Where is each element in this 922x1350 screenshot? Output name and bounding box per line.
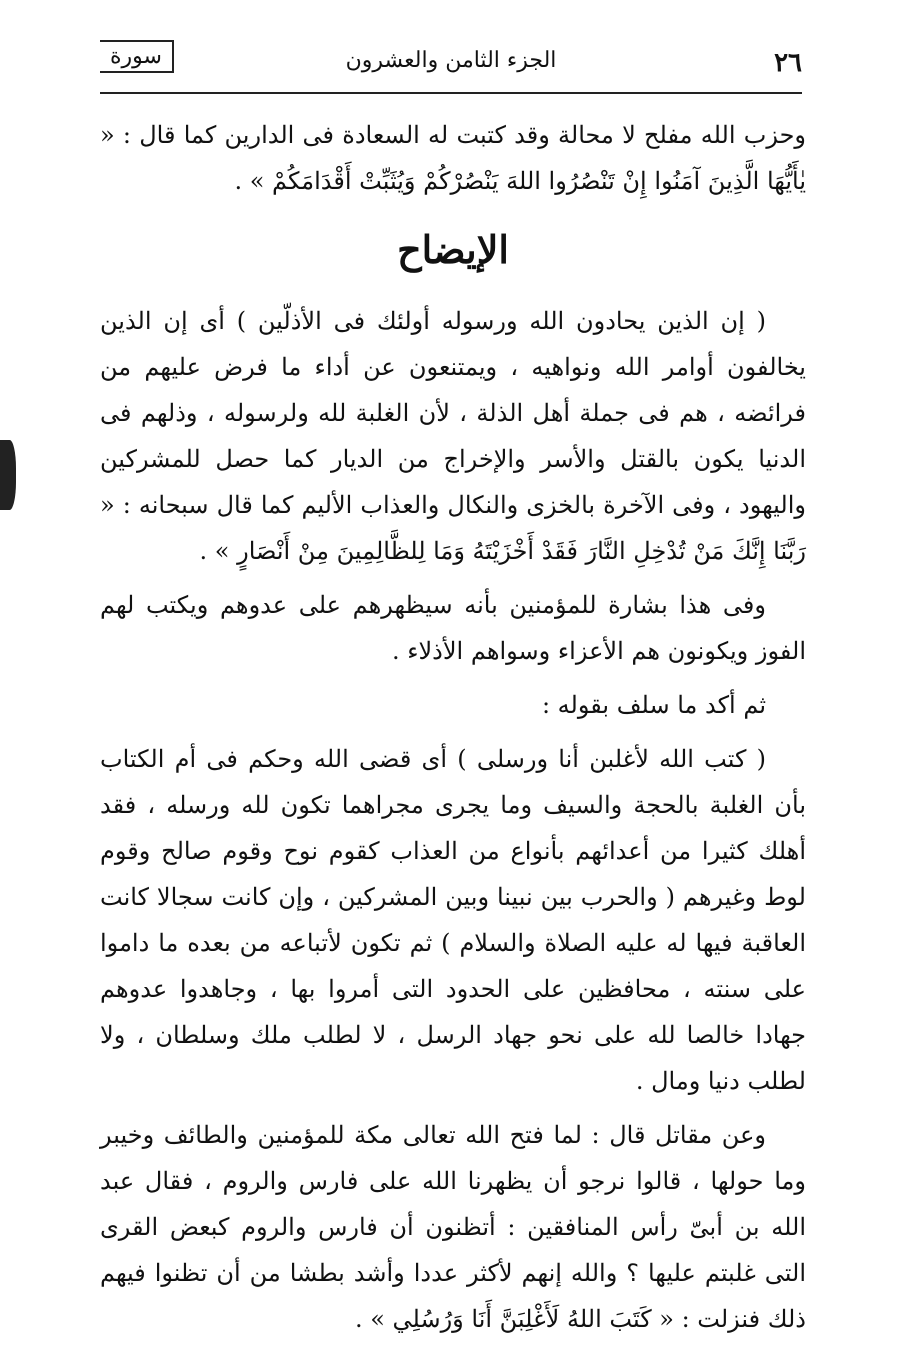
body-paragraph-1: ( إن الذين يحادون الله ورسوله أولئك فى الأذلّين ) أى إن الذين يخالفون أوامر الله ونواهيه ، ويمتنعون عن أداء ما فرض عليهم من فرائضه ، هم فى جملة أهل الذلة ، لأن الغلبة لله ولرسوله ، وذلهم فى الدنيا يكون بالقتل والأسر والإخراج من الديار كما حصل للمشركين واليهود ، وفى الآخرة بالخزى والنكال والعذاب الأليم كما قال سبحانه : « رَبَّنَا إِنَّكَ مَنْ تُدْخِلِ النَّارَ فَقَدْ أَخْزَيْتَهُ وَمَا لِلظَّالِمِينَ مِنْ أَنْصَارٍ » . [100,307,807,565]
intro-paragraph: وحزب الله مفلح لا محالة وقد كتبت له السعادة فى الدارين كما قال : « يٰأَيُّهَا الَّذِينَ آمَنُوا إِنْ تَنْصُرُوا اللهَ يَنْصُرْكُمْ وَيُثَبِّتْ أَقْدَامَكُمْ » . [100,121,806,195]
running-title: الجزء الثامن والعشرون [345,48,557,73]
body-paragraph-5: وعن مقاتل قال : لما فتح الله تعالى مكة للمؤمنين والطائف وخيبر وما حولها ، قالوا نرجو أن يظهرنا الله على فارس والروم ، فقال عبد الله بن أبىّ رأس المنافقين : أتظنون أن فارس والروم كبعض القرى التى غلبتم عليها ؟ والله إنهم لأكثر عددا وأشد بطشا من أن تظنوا فيهم ذلك فنزلت : « كَتَبَ اللهُ لَأَغْلِبَنَّ أَنَا وَرُسُلِي » . [100,1121,806,1333]
page-header [100,38,802,94]
surah-label: سورة [100,40,174,73]
body-paragraph-2: وفى هذا بشارة للمؤمنين بأنه سيظهرهم على عدوهم ويكتب لهم الفوز ويكونون هم الأعزاء وسواهم الأذلاء . [100,591,806,665]
scan-mark-left [0,440,16,510]
body-paragraph-4: ( كتب الله لأغلبن أنا ورسلى ) أى قضى الله وحكم فى أم الكتاب بأن الغلبة بالحجة والسيف وما يجرى مجراهما تكون لله ورسله ، فقد أهلك كثيرا من أعدائهم بأنواع من العذاب كقوم نوح وقوم صالح وقوم لوط وغيرهم ( والحرب بين نبينا وبين المشركين ، وإن كانت سجالا كانت العاقبة فيها له عليه الصلاة والسلام ) ثم تكون لأتباعه من بعده ما داموا على سنته ، محافظين على الحدود التى أمروا بها ، وجاهدوا عدوهم جهادا خالصا لله على نحو جهاد الرسل ، لا لطلب ملك وسلطان ، ولا لطلب دنيا ومال . [100,745,806,1095]
page-body [100,112,806,1350]
page-number: ٢٦ [774,48,802,78]
body-paragraph-3: ثم أكد ما سلف بقوله : [541,691,766,719]
section-title: الإيضاح [397,227,509,272]
